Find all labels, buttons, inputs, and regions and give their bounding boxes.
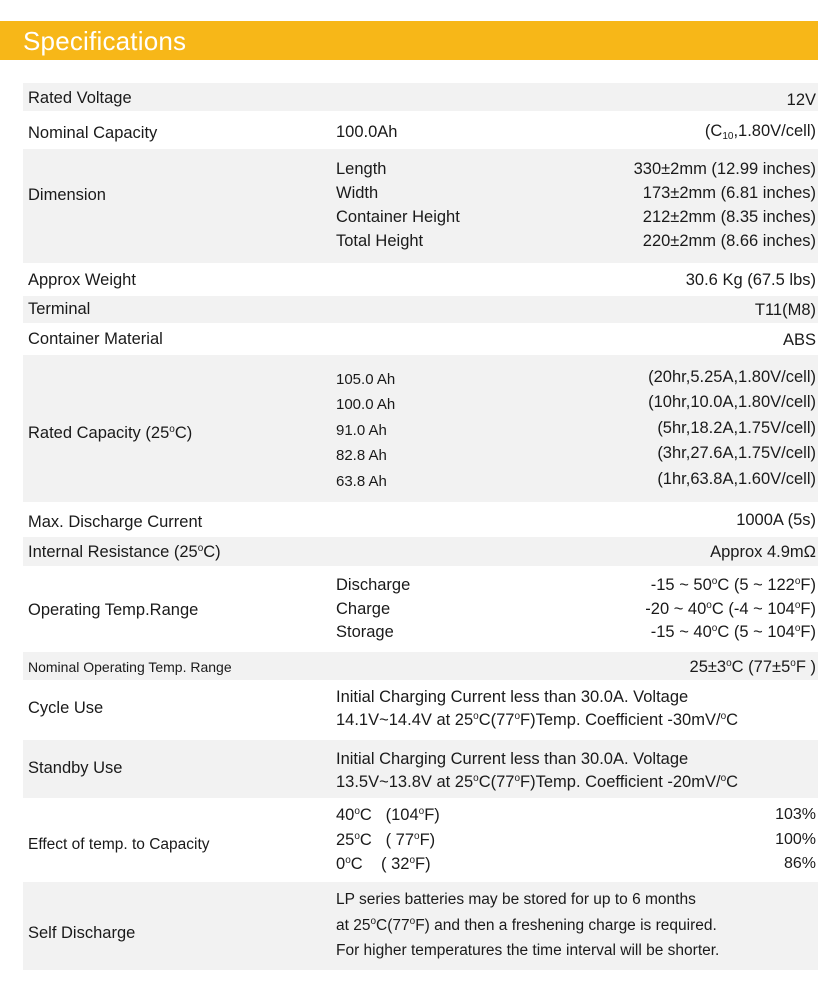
- nominal-capacity-label: Nominal Capacity: [28, 124, 158, 142]
- effect-temp-temp: 25$^o$C ( 77$^o$F): [336, 831, 436, 849]
- rated-voltage-value: 12V: [786, 91, 816, 109]
- effect-temp-label: Effect of temp. to Capacity: [28, 836, 210, 853]
- operating-temp-item-name: Storage: [336, 623, 394, 641]
- terminal-label: Terminal: [28, 300, 91, 318]
- internal-resistance-value: Approx 4.9mΩ: [710, 543, 816, 561]
- rated-capacity-rate: (3hr,27.6A,1.75V/cell): [657, 444, 816, 462]
- internal-resistance-label: Internal Resistance (25$^o$C): [28, 543, 221, 561]
- effect-temp-temp: 0$^o$C ( 32$^o$F): [336, 855, 431, 873]
- rated-voltage-row: [23, 83, 818, 111]
- max-discharge-row: [23, 507, 818, 536]
- effect-temp-pct: 100%: [775, 831, 816, 848]
- cycle-use-line: Initial Charging Current less than 30.0A. Voltage: [336, 688, 689, 706]
- operating-temp-label: Operating Temp.Range: [28, 601, 199, 619]
- nominal-operating-temp-label: Nominal Operating Temp. Range: [28, 659, 232, 675]
- cycle-use-line: 14.1V~14.4V at 25$^o$C(77$^o$F)Temp. Coefficient -30mV/$^o$C: [336, 711, 739, 729]
- self-discharge-line: LP series batteries may be stored for up to 6 months: [336, 891, 696, 908]
- approx-weight-label: Approx Weight: [28, 271, 136, 289]
- dimension-item-name: Container Height: [336, 208, 460, 226]
- dimension-item-value: 212±2mm (8.35 inches): [642, 208, 816, 226]
- effect-temp-pct: 103%: [775, 806, 816, 823]
- rated-capacity-rate: (20hr,5.25A,1.80V/cell): [648, 368, 816, 386]
- approx-weight-row: [23, 265, 818, 294]
- dimension-item-value: 220±2mm (8.66 inches): [642, 232, 816, 250]
- dimension-item-name: Width: [336, 184, 379, 202]
- operating-temp-item-value: -15 ~ 50$^o$C (5 ~ 122$^o$F): [650, 576, 816, 594]
- nominal-capacity-value: $(C_{10},1.80V/cell)$: [704, 122, 816, 142]
- terminal-row: [23, 296, 818, 323]
- container-material-label: Container Material: [28, 330, 163, 348]
- dimension-item-name: Total Height: [336, 232, 424, 250]
- rated-capacity-ah: 63.8 Ah: [336, 473, 387, 490]
- max-discharge-label: Max. Discharge Current: [28, 513, 203, 531]
- approx-weight-value: 30.6 Kg (67.5 lbs): [685, 271, 816, 289]
- effect-temp-row: [23, 800, 818, 880]
- dimension-item-value: 173±2mm (6.81 inches): [642, 184, 816, 202]
- container-material-row: [23, 325, 818, 353]
- operating-temp-item-name: Charge: [336, 600, 391, 618]
- cycle-use-row: [23, 682, 818, 738]
- cycle-use-label: Cycle Use: [28, 699, 104, 717]
- self-discharge-line: at 25$^o$C(77$^o$F) and then a freshening charge is required.: [336, 916, 717, 934]
- rated-capacity-row: [23, 355, 818, 502]
- operating-temp-item-name: Discharge: [336, 576, 411, 594]
- dimension-row: [23, 149, 818, 263]
- effect-temp-pct: 86%: [783, 855, 816, 872]
- operating-temp-item-value: -15 ~ 40$^o$C (5 ~ 104$^o$F): [650, 623, 816, 641]
- standby-use-line: 13.5V~13.8V at 25$^o$C(77$^o$F)Temp. Coefficient -20mV/$^o$C: [336, 773, 739, 791]
- page-title: Specifications: [23, 26, 187, 56]
- rated-capacity-label: Rated Capacity (25$^o$C): [28, 424, 193, 442]
- standby-use-label: Standby Use: [28, 759, 123, 777]
- rated-capacity-rate: (5hr,18.2A,1.75V/cell): [657, 419, 816, 437]
- self-discharge-line: For higher temperatures the time interval will be shorter.: [336, 942, 720, 959]
- operating-temp-item-value: -20 ~ 40$^o$C (-4 ~ 104$^o$F): [645, 600, 816, 618]
- header-bar: [0, 21, 818, 60]
- internal-resistance-row: [23, 537, 818, 566]
- nominal-operating-temp-value: $25\pm 3^oC$ ($77\pm 5^oF$ ): [689, 658, 816, 676]
- rated-capacity-rate: (10hr,10.0A,1.80V/cell): [648, 393, 816, 411]
- rated-capacity-ah: 105.0 Ah: [336, 371, 396, 388]
- rated-capacity-rate: (1hr,63.8A,1.60V/cell): [657, 470, 816, 488]
- max-discharge-value: 1000A (5s): [736, 511, 816, 529]
- standby-use-row: [23, 740, 818, 798]
- standby-use-line: Initial Charging Current less than 30.0A. Voltage: [336, 750, 689, 768]
- rated-voltage-label: Rated Voltage: [28, 89, 132, 107]
- nominal-capacity-row: [23, 116, 818, 146]
- operating-temp-row: [23, 567, 818, 651]
- self-discharge-row: [23, 882, 818, 970]
- dimension-item-name: Length: [336, 160, 387, 178]
- dimension-item-value: 330±2mm (12.99 inches): [633, 160, 816, 178]
- nominal-operating-temp-row: [23, 652, 818, 680]
- terminal-value: T11(M8): [754, 301, 816, 319]
- rated-capacity-ah: 100.0 Ah: [336, 396, 396, 413]
- self-discharge-label: Self Discharge: [28, 924, 136, 942]
- dimension-label: Dimension: [28, 186, 106, 204]
- rated-capacity-ah: 91.0 Ah: [336, 422, 387, 439]
- nominal-capacity-sub: 100.0Ah: [336, 123, 398, 141]
- rated-capacity-ah: 82.8 Ah: [336, 447, 387, 464]
- effect-temp-temp: 40$^o$C (104$^o$F): [336, 806, 440, 824]
- container-material-value: ABS: [782, 331, 816, 349]
